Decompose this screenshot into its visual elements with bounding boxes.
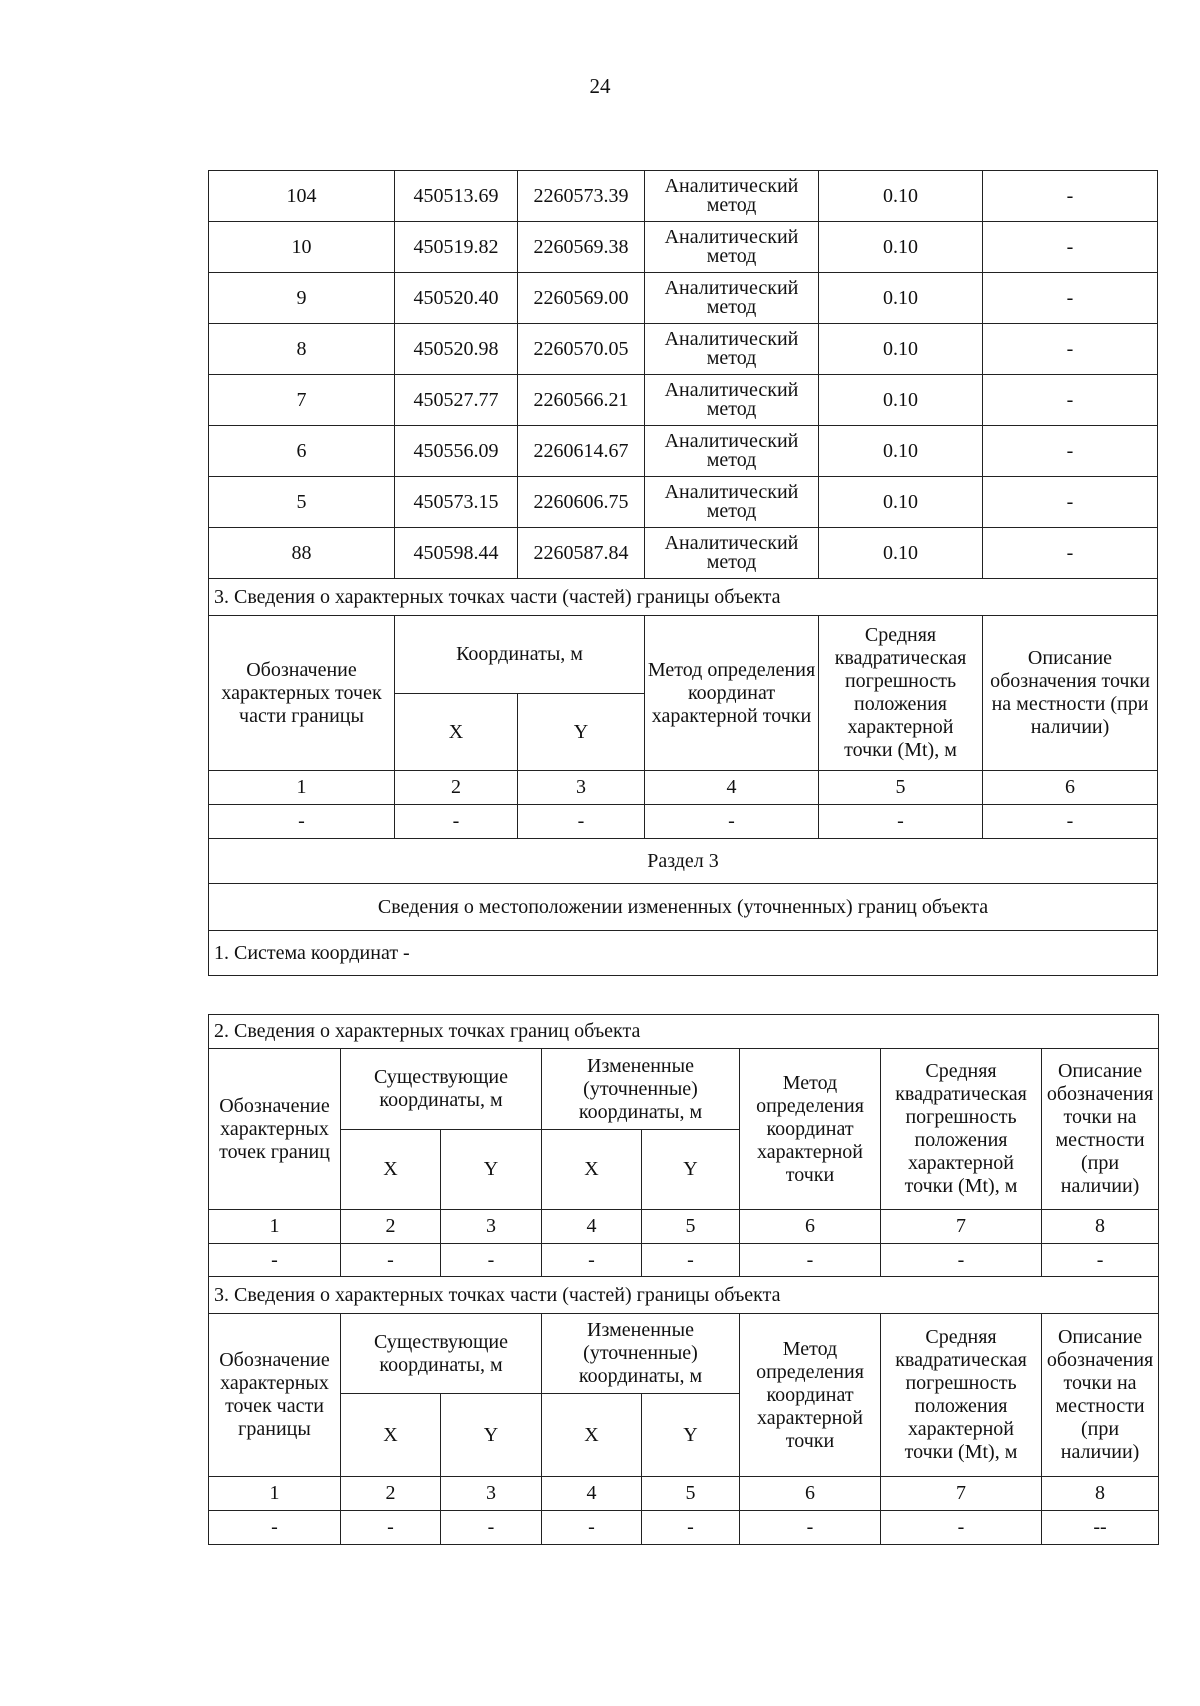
accuracy: 0.10: [819, 528, 983, 579]
coord-y: 2260566.21: [518, 375, 645, 426]
col-number: 3: [518, 771, 645, 805]
t3-header-existing: Существующие координаты, м: [341, 1314, 542, 1394]
method: [645, 171, 819, 222]
method-line: метод: [706, 245, 757, 267]
coord-x: 450520.98: [395, 324, 518, 375]
empty-cell: -: [341, 1511, 441, 1545]
point-id: 5: [209, 477, 395, 528]
method-line: Аналитический: [664, 328, 799, 350]
table-row: [209, 477, 1158, 528]
description: -: [983, 528, 1158, 579]
point-id: 8: [209, 324, 395, 375]
col-number: 1: [209, 771, 395, 805]
point-id: 104: [209, 171, 395, 222]
coord-y: 2260614.67: [518, 426, 645, 477]
empty-cell: -: [881, 1511, 1042, 1545]
method: [645, 375, 819, 426]
table-row: [209, 273, 1158, 324]
col-number: 5: [642, 1477, 740, 1511]
col-number: 3: [441, 1477, 542, 1511]
method-line: Аналитический: [664, 481, 799, 503]
method: [645, 426, 819, 477]
empty-cell: -: [881, 1244, 1042, 1277]
description: -: [983, 426, 1158, 477]
empty-cell: -: [645, 805, 819, 839]
part-empty-row: [209, 805, 1158, 839]
col-number: 4: [542, 1477, 642, 1511]
header-accuracy: Средняя квадратическая погрешность положения характерной точки (Mt), м: [819, 616, 983, 771]
method-line: метод: [706, 296, 757, 318]
col-number: 6: [740, 1477, 881, 1511]
t2-header-accuracy: Средняя квадратическая погрешность положения характерной точки (Mt), м: [881, 1049, 1042, 1210]
empty-cell: -: [983, 805, 1158, 839]
table-row: [209, 426, 1158, 477]
coord-x: 450519.82: [395, 222, 518, 273]
col-number: 1: [209, 1477, 341, 1511]
method-line: метод: [706, 449, 757, 471]
col-number: 7: [881, 1477, 1042, 1511]
section-title: Раздел 3: [209, 839, 1158, 884]
accuracy: 0.10: [819, 222, 983, 273]
t2-header-x2: X: [542, 1130, 642, 1210]
empty-cell: -: [819, 805, 983, 839]
empty-cell: -: [1042, 1244, 1159, 1277]
col-number: 5: [819, 771, 983, 805]
method-line: Аналитический: [664, 379, 799, 401]
col-number: 7: [881, 1210, 1042, 1244]
header-method: Метод определения координат характерной точки: [645, 616, 819, 771]
empty-cell: -: [740, 1244, 881, 1277]
description: -: [983, 273, 1158, 324]
method: [645, 222, 819, 273]
accuracy: 0.10: [819, 273, 983, 324]
header-x: X: [395, 694, 518, 771]
t3-header-y1: Y: [441, 1394, 542, 1477]
col-number: 6: [983, 771, 1158, 805]
t2-header-designation: Обозначение характерных точек границ: [209, 1049, 341, 1210]
point-id: 10: [209, 222, 395, 273]
point-id: 9: [209, 273, 395, 324]
table3-heading: 3. Сведения о характерных точках части (частей) границы объекта: [209, 1277, 1159, 1314]
empty-cell: -: [209, 1244, 341, 1277]
t2-header-x1: X: [341, 1130, 441, 1210]
t3-empty-row: [209, 1511, 1159, 1545]
coord-x: 450520.40: [395, 273, 518, 324]
t3-header-x1: X: [341, 1394, 441, 1477]
t2-header-changed: Измененные (уточненные) координаты, м: [542, 1049, 740, 1130]
method: [645, 273, 819, 324]
t3-header-method: Метод определения координат характерной точки: [740, 1314, 881, 1477]
method-line: Аналитический: [664, 277, 799, 299]
t2-empty-row: [209, 1244, 1159, 1277]
col-number: 2: [341, 1210, 441, 1244]
point-id: 6: [209, 426, 395, 477]
method-line: Аналитический: [664, 226, 799, 248]
changed-boundaries-table: [208, 1014, 1159, 1545]
empty-cell: -: [209, 1511, 341, 1545]
part-numbers-row: [209, 771, 1158, 805]
col-number: 6: [740, 1210, 881, 1244]
coord-system: 1. Система координат -: [209, 931, 1158, 976]
col-number: 1: [209, 1210, 341, 1244]
empty-cell: -: [395, 805, 518, 839]
part-heading: 3. Сведения о характерных точках части (частей) границы объекта: [209, 579, 1158, 616]
col-number: 2: [395, 771, 518, 805]
table2-heading: 2. Сведения о характерных точках границ объекта: [209, 1015, 1159, 1049]
table-row: [209, 324, 1158, 375]
coord-y: 2260587.84: [518, 528, 645, 579]
empty-cell: --: [1042, 1511, 1159, 1545]
empty-cell: -: [441, 1244, 542, 1277]
boundary-points-table: [208, 170, 1158, 976]
method-line: метод: [706, 194, 757, 216]
col-number: 4: [645, 771, 819, 805]
part-heading-row: [209, 579, 1158, 616]
accuracy: 0.10: [819, 426, 983, 477]
col-number: 2: [341, 1477, 441, 1511]
col-number: 8: [1042, 1477, 1159, 1511]
method-line: метод: [706, 347, 757, 369]
accuracy: 0.10: [819, 171, 983, 222]
coord-y: 2260573.39: [518, 171, 645, 222]
table-row: [209, 528, 1158, 579]
t3-header-x2: X: [542, 1394, 642, 1477]
boundary-points-rows: [209, 171, 1158, 579]
method-line: Аналитический: [664, 532, 799, 554]
header-description: Описание обозначения точки на местности (при наличии): [983, 616, 1158, 771]
empty-cell: -: [642, 1511, 740, 1545]
description: -: [983, 222, 1158, 273]
accuracy: 0.10: [819, 477, 983, 528]
coord-y: 2260569.00: [518, 273, 645, 324]
method: [645, 324, 819, 375]
method-line: метод: [706, 500, 757, 522]
header-y: Y: [518, 694, 645, 771]
coord-x: 450556.09: [395, 426, 518, 477]
method-line: метод: [706, 398, 757, 420]
section-subtitle: Сведения о местоположении измененных (уточненных) границ объекта: [209, 884, 1158, 931]
empty-cell: -: [341, 1244, 441, 1277]
method: [645, 477, 819, 528]
empty-cell: -: [542, 1511, 642, 1545]
t2-header-existing: Существующие координаты, м: [341, 1049, 542, 1130]
empty-cell: -: [740, 1511, 881, 1545]
description: -: [983, 375, 1158, 426]
col-number: 4: [542, 1210, 642, 1244]
t3-header-y2: Y: [642, 1394, 740, 1477]
coord-y: 2260569.38: [518, 222, 645, 273]
description: -: [983, 477, 1158, 528]
t2-header-method: Метод определения координат характерной точки: [740, 1049, 881, 1210]
point-id: 88: [209, 528, 395, 579]
col-number: 3: [441, 1210, 542, 1244]
table-row: [209, 171, 1158, 222]
accuracy: 0.10: [819, 375, 983, 426]
empty-cell: -: [642, 1244, 740, 1277]
col-number: 8: [1042, 1210, 1159, 1244]
t2-header-y2: Y: [642, 1130, 740, 1210]
accuracy: 0.10: [819, 324, 983, 375]
method: [645, 528, 819, 579]
t2-numbers-row: [209, 1210, 1159, 1244]
coord-x: 450598.44: [395, 528, 518, 579]
empty-cell: -: [518, 805, 645, 839]
empty-cell: -: [209, 805, 395, 839]
col-number: 5: [642, 1210, 740, 1244]
header-designation: Обозначение характерных точек части границы: [209, 616, 395, 771]
method-line: Аналитический: [664, 430, 799, 452]
t3-header-description: Описание обозначения точки на местности (при наличии): [1042, 1314, 1159, 1477]
coord-x: 450573.15: [395, 477, 518, 528]
description: -: [983, 324, 1158, 375]
t3-header-designation: Обозначение характерных точек части границы: [209, 1314, 341, 1477]
page-number: 24: [589, 74, 611, 98]
empty-cell: -: [441, 1511, 542, 1545]
t3-header-accuracy: Средняя квадратическая погрешность положения характерной точки (Mt), м: [881, 1314, 1042, 1477]
coord-x: 450513.69: [395, 171, 518, 222]
table-row: [209, 222, 1158, 273]
t3-numbers-row: [209, 1477, 1159, 1511]
coord-x: 450527.77: [395, 375, 518, 426]
method-line: метод: [706, 551, 757, 573]
table-row: [209, 375, 1158, 426]
coord-y: 2260606.75: [518, 477, 645, 528]
coord-y: 2260570.05: [518, 324, 645, 375]
t2-header-description: Описание обозначения точки на местности (при наличии): [1042, 1049, 1159, 1210]
t2-header-y1: Y: [441, 1130, 542, 1210]
empty-cell: -: [542, 1244, 642, 1277]
t3-header-changed: Измененные (уточненные) координаты, м: [542, 1314, 740, 1394]
description: -: [983, 171, 1158, 222]
point-id: 7: [209, 375, 395, 426]
method-line: Аналитический: [664, 175, 799, 197]
header-coords: Координаты, м: [395, 616, 645, 694]
